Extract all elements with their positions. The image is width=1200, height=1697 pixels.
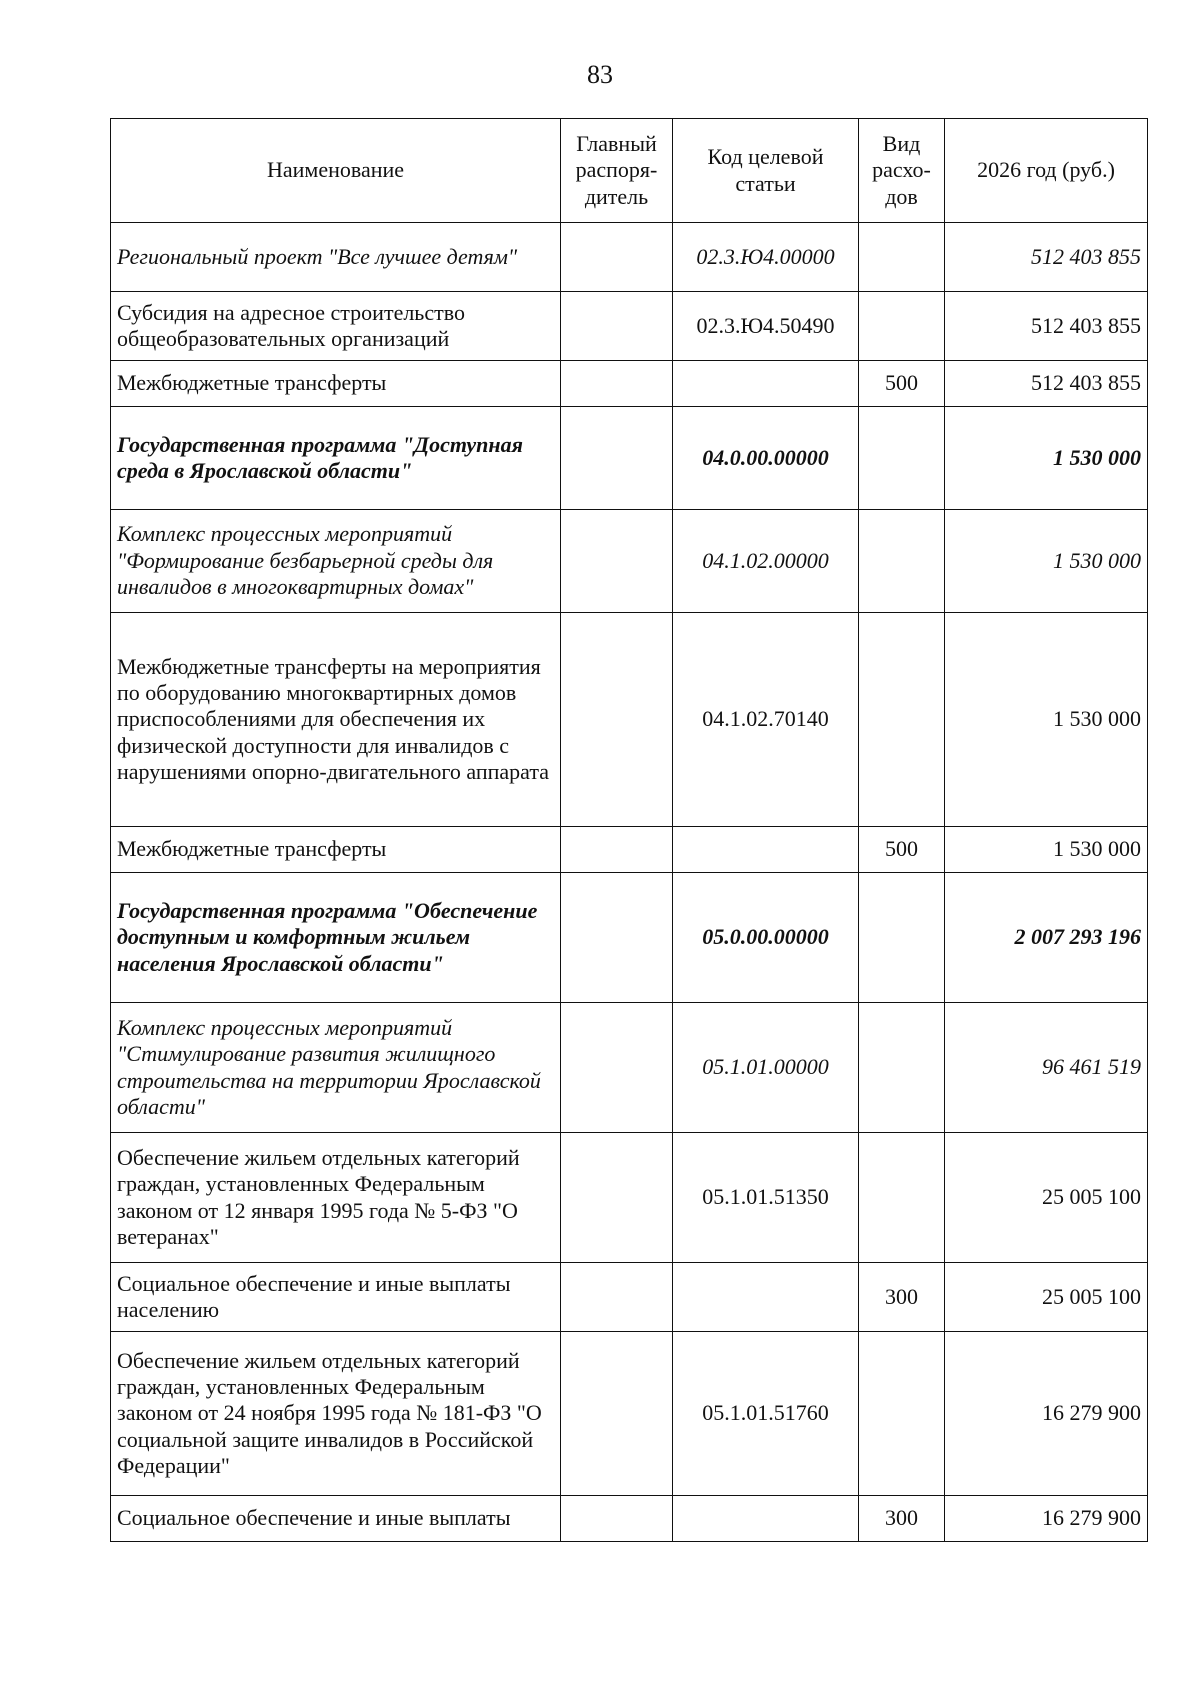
row-main-manager — [561, 223, 673, 292]
table-row — [111, 613, 1148, 827]
row-sum: 1 530 000 — [945, 407, 1148, 510]
table-row — [111, 873, 1148, 1003]
row-name: Социальное обеспечение и иные выплаты населению — [111, 1263, 561, 1332]
row-name: Региональный проект "Все лучшее детям" — [111, 223, 561, 292]
row-name: Межбюджетные трансферты на мероприятия по оборудованию многоквартирных домов приспособлениями для обеспечения их физической доступности для инвалидов с нарушениями опорно-двигательного аппарата — [111, 613, 561, 827]
row-expense-type: 300 — [859, 1496, 945, 1542]
header-year-sum: 2026 год (руб.) — [945, 119, 1148, 223]
row-target-code: 04.1.02.70140 — [673, 613, 859, 827]
table-row — [111, 407, 1148, 510]
row-main-manager — [561, 292, 673, 361]
row-main-manager — [561, 510, 673, 613]
row-target-code: 02.3.Ю4.00000 — [673, 223, 859, 292]
row-target-code — [673, 1496, 859, 1542]
row-target-code — [673, 361, 859, 407]
row-name: Социальное обеспечение и иные выплаты — [111, 1496, 561, 1542]
row-target-code: 02.3.Ю4.50490 — [673, 292, 859, 361]
row-expense-type — [859, 292, 945, 361]
header-main-manager: Главный распоря-дитель — [561, 119, 673, 223]
row-sum: 1 530 000 — [945, 613, 1148, 827]
table-row — [111, 292, 1148, 361]
row-sum: 16 279 900 — [945, 1496, 1148, 1542]
row-main-manager — [561, 827, 673, 873]
row-name: Комплекс процессных мероприятий "Формирование безбарьерной среды для инвалидов в многоквартирных домах" — [111, 510, 561, 613]
row-target-code: 04.0.00.00000 — [673, 407, 859, 510]
row-expense-type — [859, 223, 945, 292]
row-expense-type: 500 — [859, 361, 945, 407]
row-expense-type — [859, 613, 945, 827]
row-expense-type — [859, 1133, 945, 1263]
table-row — [111, 510, 1148, 613]
row-target-code: 05.1.01.51760 — [673, 1332, 859, 1496]
table-row — [111, 361, 1148, 407]
row-name: Межбюджетные трансферты — [111, 361, 561, 407]
row-main-manager — [561, 361, 673, 407]
row-main-manager — [561, 613, 673, 827]
row-target-code — [673, 1263, 859, 1332]
row-sum: 96 461 519 — [945, 1003, 1148, 1133]
page-number: 83 — [587, 60, 613, 89]
row-sum: 1 530 000 — [945, 827, 1148, 873]
row-main-manager — [561, 1496, 673, 1542]
row-main-manager — [561, 1263, 673, 1332]
table-row — [111, 1496, 1148, 1542]
row-target-code: 05.0.00.00000 — [673, 873, 859, 1003]
row-name: Обеспечение жильем отдельных категорий граждан, установленных Федеральным законом от 24 ноября 1995 года № 181-ФЗ "О социальной защите инвалидов в Российской Федерации" — [111, 1332, 561, 1496]
table-row — [111, 223, 1148, 292]
row-name: Государственная программа "Обеспечение доступным и комфортным жильем населения Ярославской области" — [111, 873, 561, 1003]
row-main-manager — [561, 407, 673, 510]
table-row — [111, 1133, 1148, 1263]
row-expense-type — [859, 1332, 945, 1496]
row-target-code — [673, 827, 859, 873]
row-name: Межбюджетные трансферты — [111, 827, 561, 873]
row-sum: 2 007 293 196 — [945, 873, 1148, 1003]
row-sum: 16 279 900 — [945, 1332, 1148, 1496]
row-target-code: 04.1.02.00000 — [673, 510, 859, 613]
table-row — [111, 1263, 1148, 1332]
row-main-manager — [561, 1003, 673, 1133]
row-sum: 1 530 000 — [945, 510, 1148, 613]
row-expense-type — [859, 1003, 945, 1133]
row-expense-type — [859, 873, 945, 1003]
row-sum: 512 403 855 — [945, 223, 1148, 292]
row-sum: 25 005 100 — [945, 1133, 1148, 1263]
header-expense-type: Вид расхо-дов — [859, 119, 945, 223]
row-sum: 25 005 100 — [945, 1263, 1148, 1332]
table-row — [111, 1003, 1148, 1133]
budget-table — [110, 118, 1148, 1542]
row-sum: 512 403 855 — [945, 292, 1148, 361]
table-row — [111, 1332, 1148, 1496]
row-sum: 512 403 855 — [945, 361, 1148, 407]
row-main-manager — [561, 1332, 673, 1496]
row-expense-type: 300 — [859, 1263, 945, 1332]
header-target-code: Код целевой статьи — [673, 119, 859, 223]
table-row — [111, 827, 1148, 873]
table-header-row — [111, 119, 1148, 223]
row-main-manager — [561, 1133, 673, 1263]
row-target-code: 05.1.01.00000 — [673, 1003, 859, 1133]
row-expense-type: 500 — [859, 827, 945, 873]
row-name: Субсидия на адресное строительство общеобразовательных организаций — [111, 292, 561, 361]
header-name: Наименование — [111, 119, 561, 223]
row-expense-type — [859, 510, 945, 613]
row-name: Комплекс процессных мероприятий "Стимулирование развития жилищного строительства на территории Ярославской области" — [111, 1003, 561, 1133]
row-main-manager — [561, 873, 673, 1003]
row-name: Государственная программа "Доступная среда в Ярославской области" — [111, 407, 561, 510]
row-expense-type — [859, 407, 945, 510]
row-target-code: 05.1.01.51350 — [673, 1133, 859, 1263]
row-name: Обеспечение жильем отдельных категорий граждан, установленных Федеральным законом от 12 января 1995 года № 5-ФЗ "О ветеранах" — [111, 1133, 561, 1263]
